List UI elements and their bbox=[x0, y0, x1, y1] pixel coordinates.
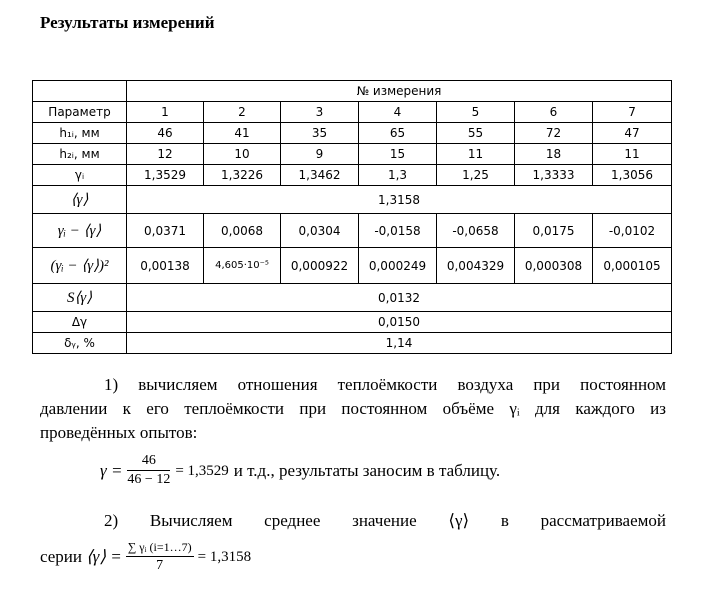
group-header: № измерения bbox=[127, 81, 672, 102]
table-cell: 1,3529 bbox=[127, 165, 204, 186]
row-label: γᵢ − ⟨γ⟩ bbox=[33, 214, 127, 248]
table-row bbox=[33, 165, 672, 186]
table-cell: 10 bbox=[204, 144, 281, 165]
table-row bbox=[33, 186, 672, 214]
col-header: 7 bbox=[593, 102, 672, 123]
table-cell: 47 bbox=[593, 123, 672, 144]
formula-tail: и т.д., результаты заносим в таблицу. bbox=[233, 460, 501, 480]
s-value: 0,0132 bbox=[127, 284, 672, 312]
delta-value: 1,14 bbox=[127, 333, 672, 354]
table-cell: 0,0175 bbox=[515, 214, 593, 248]
table-cell: 72 bbox=[515, 123, 593, 144]
table-cell: 12 bbox=[127, 144, 204, 165]
table-cell: 55 bbox=[437, 123, 515, 144]
col-header: 5 bbox=[437, 102, 515, 123]
col-header: 1 bbox=[127, 102, 204, 123]
formula-rhs: = 1,3529 bbox=[175, 462, 229, 479]
table-cell: 15 bbox=[359, 144, 437, 165]
table-row bbox=[33, 248, 672, 284]
table-cell: -0,0102 bbox=[593, 214, 672, 248]
table-cell: 65 bbox=[359, 123, 437, 144]
series-prefix: серии bbox=[40, 546, 82, 566]
table-cell: -0,0658 bbox=[437, 214, 515, 248]
paragraph-line: 1) вычисляем отношения теплоёмкости воздуха при постоянном bbox=[104, 375, 666, 394]
table-cell: 41 bbox=[204, 123, 281, 144]
col-header: 2 bbox=[204, 102, 281, 123]
fraction-denominator: 7 bbox=[156, 558, 164, 573]
formula-lhs: ⟨γ⟩ = bbox=[86, 546, 122, 566]
formula-mean bbox=[40, 538, 251, 575]
paragraph-line: проведённых опытов: bbox=[40, 423, 198, 442]
table-cell: 0,000922 bbox=[281, 248, 359, 284]
row-label: Δγ bbox=[33, 312, 127, 333]
table-cell: 0,000308 bbox=[515, 248, 593, 284]
fraction-numerator: 46 bbox=[127, 452, 170, 471]
table-row bbox=[33, 214, 672, 248]
table-cell: 1,3 bbox=[359, 165, 437, 186]
table-cell: -0,0158 bbox=[359, 214, 437, 248]
table-cell: 0,00138 bbox=[127, 248, 204, 284]
table-cell: 1,3226 bbox=[204, 165, 281, 186]
row-label: γᵢ bbox=[33, 165, 127, 186]
paragraph-line: 2) Вычисляем среднее значение ⟨γ⟩ в рассматриваемой bbox=[104, 511, 666, 530]
table-cell: 1,25 bbox=[437, 165, 515, 186]
row-label: δᵧ, % bbox=[33, 333, 127, 354]
paragraph-line: давлении к его теплоёмкости при постоянном объёме γᵢ для каждого из bbox=[40, 399, 666, 418]
param-header: Параметр bbox=[33, 102, 127, 123]
table-cell: 18 bbox=[515, 144, 593, 165]
table-cell: 4,605·10⁻⁵ bbox=[204, 248, 281, 284]
fraction bbox=[127, 452, 170, 489]
col-header: 6 bbox=[515, 102, 593, 123]
measurements-table bbox=[32, 80, 672, 354]
table-cell: 0,0304 bbox=[281, 214, 359, 248]
row-label: S⟨γ⟩ bbox=[33, 284, 127, 312]
fraction-numerator: ∑ γᵢ (i=1…7) bbox=[126, 538, 194, 557]
table-row bbox=[33, 144, 672, 165]
table-row bbox=[33, 333, 672, 354]
row-label: h₁ᵢ, мм bbox=[33, 123, 127, 144]
col-header: 4 bbox=[359, 102, 437, 123]
fraction bbox=[126, 538, 194, 575]
table-cell bbox=[33, 81, 127, 102]
table-cell: 0,004329 bbox=[437, 248, 515, 284]
table-header-row bbox=[33, 102, 672, 123]
table-cell: 1,3462 bbox=[281, 165, 359, 186]
fraction-denominator: 46 − 12 bbox=[127, 472, 171, 487]
col-header: 3 bbox=[281, 102, 359, 123]
formula-gamma bbox=[100, 452, 500, 489]
formula-lhs: γ = bbox=[100, 460, 123, 480]
table-cell: 11 bbox=[593, 144, 672, 165]
row-label: (γᵢ − ⟨γ⟩)² bbox=[33, 248, 127, 284]
table-cell: 0,0371 bbox=[127, 214, 204, 248]
table-cell: 35 bbox=[281, 123, 359, 144]
table-cell: 0,0068 bbox=[204, 214, 281, 248]
table-cell: 0,000249 bbox=[359, 248, 437, 284]
table-row bbox=[33, 284, 672, 312]
row-label: h₂ᵢ, мм bbox=[33, 144, 127, 165]
mean-value: 1,3158 bbox=[127, 186, 672, 214]
row-label: ⟨γ⟩ bbox=[33, 186, 127, 214]
formula-rhs: = 1,3158 bbox=[197, 548, 252, 565]
table-cell: 1,3056 bbox=[593, 165, 672, 186]
page-title: Результаты измерений bbox=[40, 13, 215, 32]
table-row bbox=[33, 312, 672, 333]
dgamma-value: 0,0150 bbox=[127, 312, 672, 333]
table-cell: 9 bbox=[281, 144, 359, 165]
table-row bbox=[33, 123, 672, 144]
table-cell: 46 bbox=[127, 123, 204, 144]
table-cell: 1,3333 bbox=[515, 165, 593, 186]
table-row bbox=[33, 81, 672, 102]
table-cell: 11 bbox=[437, 144, 515, 165]
table-cell: 0,000105 bbox=[593, 248, 672, 284]
